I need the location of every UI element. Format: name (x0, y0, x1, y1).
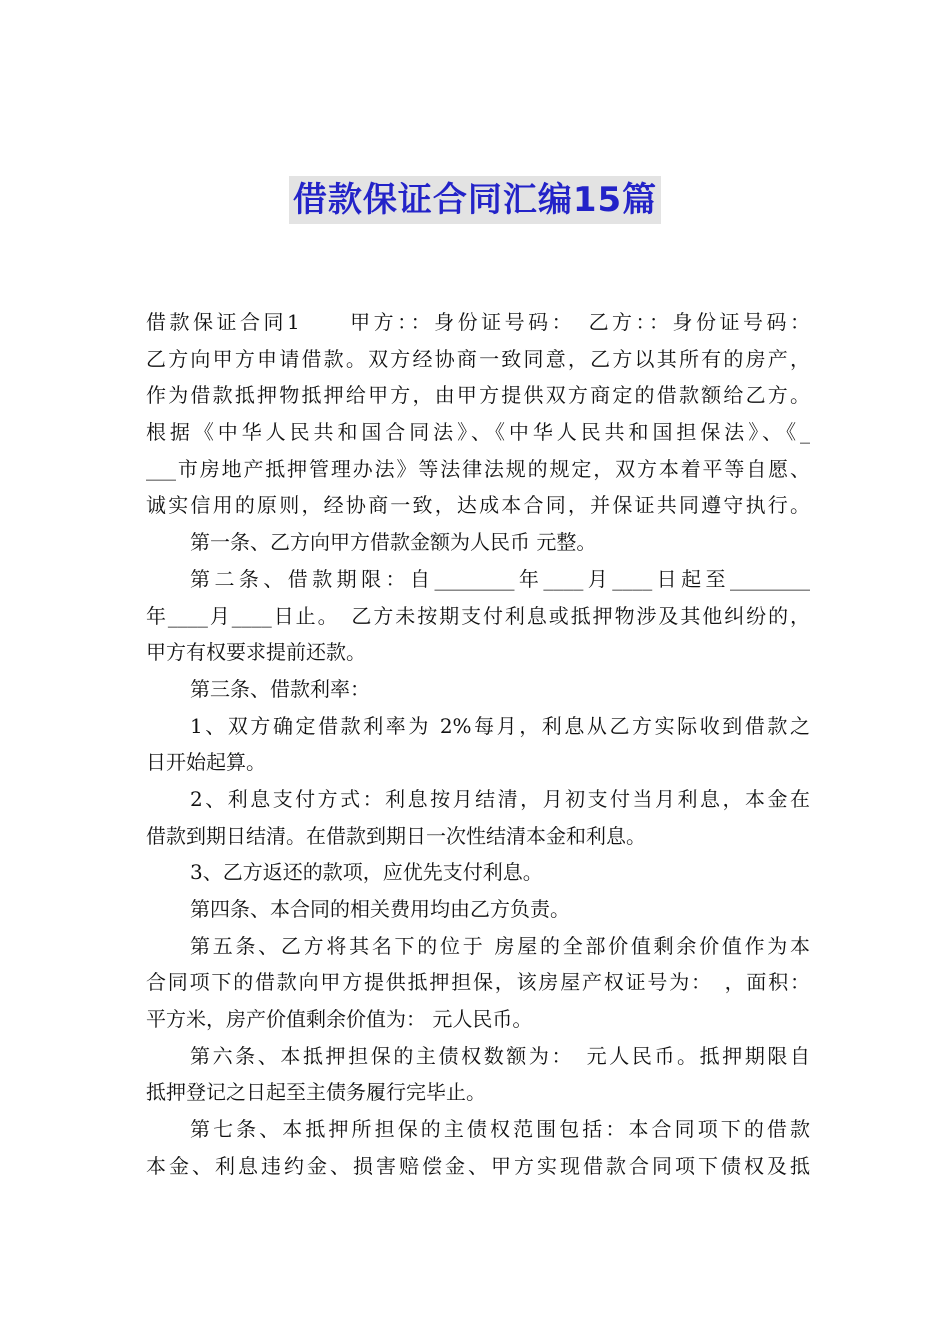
paragraph-line: ___市房地产抵押管理办法》等法律法规的规定，双方本着平等自愿、 (146, 456, 810, 481)
paragraph-line: 第五条、乙方将其名下的位于 房屋的全部价值剩余价值作为本 (190, 933, 810, 958)
paragraph-line: 借款到期日结清。在借款到期日一次性结清本金和利息。 (146, 823, 646, 848)
paragraph-line: 借款保证合同1 甲方：：身份证号码： 乙方：：身份证号码： (146, 310, 810, 334)
paragraph-line: 第六条、本抵押担保的主债权数额为： 元人民币。抵押期限自 (190, 1043, 810, 1068)
paragraph-line: 甲方有权要求提前还款。 (146, 640, 366, 665)
paragraph-line: 诚实信用的原则，经协商一致，达成本合同，并保证共同遵守执行。 (146, 493, 810, 518)
document-body (146, 304, 810, 1185)
paragraph-line: 第二条、借款期限：自________年____月____日起至________ (190, 566, 810, 591)
paragraph-line: 日开始起算。 (146, 750, 266, 775)
paragraph-line: 本金、利息违约金、损害赔偿金、甲方实现借款合同项下债权及抵 (146, 1153, 810, 1178)
document-title-wrap (0, 176, 950, 224)
paragraph-line: 年____月____日止。 乙方未按期支付利息或抵押物涉及其他纠纷的， (146, 603, 810, 628)
paragraph-line: 作为借款抵押物抵押给甲方，由甲方提供双方商定的借款额给乙方。 (146, 383, 810, 408)
paragraph-line: 第四条、本合同的相关费用均由乙方负责。 (190, 897, 570, 921)
paragraph-line: 乙方向甲方申请借款。双方经协商一致同意，乙方以其所有的房产， (146, 346, 810, 371)
document-title: 借款保证合同汇编15篇 (289, 176, 661, 224)
paragraph-line: 第七条、本抵押所担保的主债权范围包括：本合同项下的借款 (190, 1117, 810, 1142)
paragraph-line: 2、利息支付方式：利息按月结清，月初支付当月利息，本金在 (190, 786, 810, 811)
paragraph-line: 第三条、借款利率： (190, 676, 370, 701)
paragraph-line: 1、双方确定借款利率为 2%每月，利息从乙方实际收到借款之 (190, 713, 810, 738)
paragraph-line: 3、乙方返还的款项，应优先支付利息。 (190, 860, 543, 885)
paragraph-line: 第一条、乙方向甲方借款金额为人民币 元整。 (190, 530, 597, 555)
paragraph-line: 抵押登记之日起至主债务履行完毕止。 (146, 1080, 486, 1105)
paragraph-line: 平方米，房产价值剩余价值为： 元人民币。 (146, 1007, 533, 1032)
paragraph-line: 根据《中华人民共和国合同法》、《中华人民共和国担保法》、《_ (146, 420, 810, 445)
paragraph-line: 合同项下的借款向甲方提供抵押担保，该房屋产权证号为： ，面积： (146, 970, 810, 995)
